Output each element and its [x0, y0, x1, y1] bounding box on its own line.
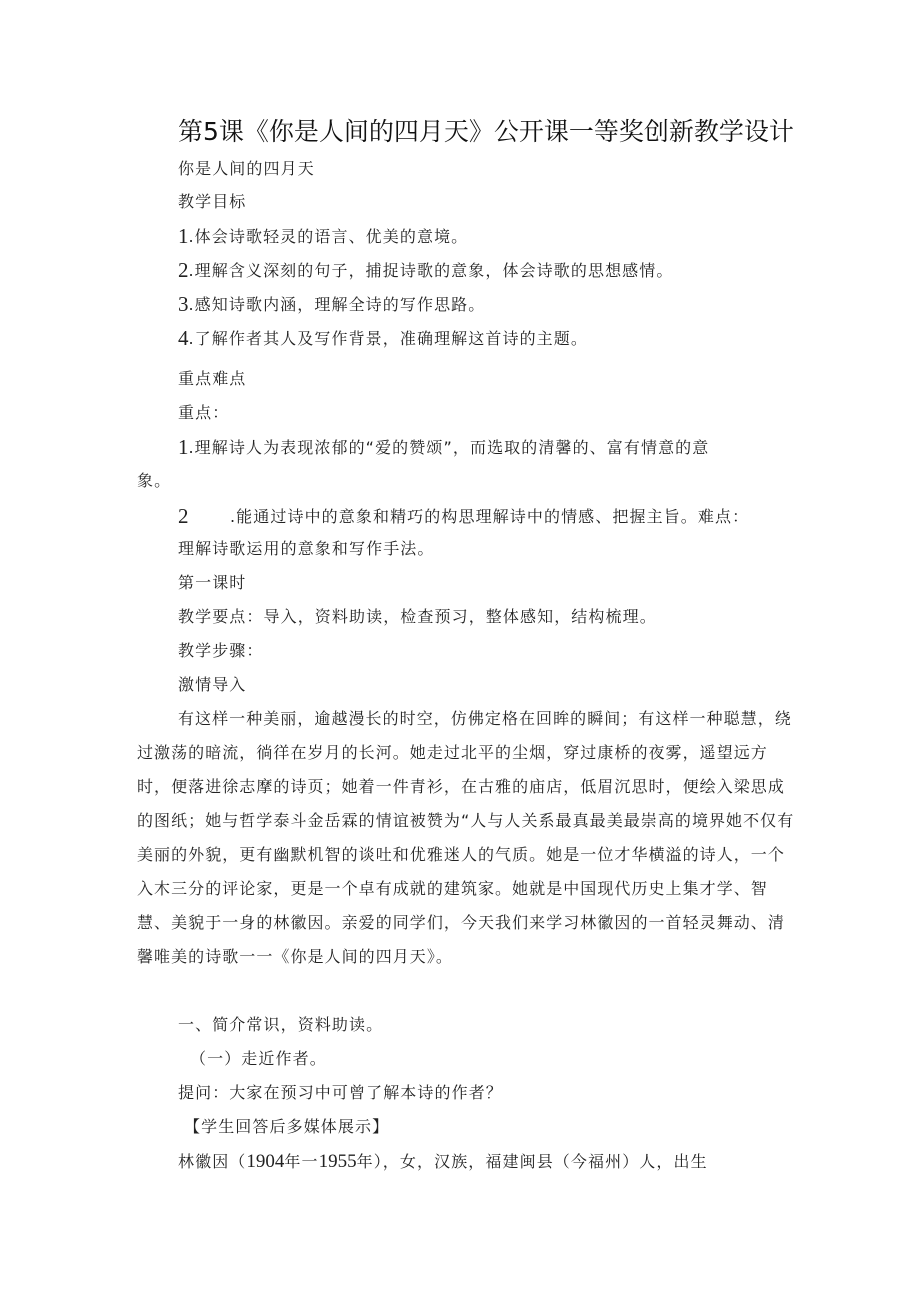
key-point-item — [178, 504, 749, 529]
key-point-number: 2 — [178, 504, 189, 528]
objective-number: 4 — [178, 326, 189, 350]
key-point-text: .能通过诗中的意象和精巧的构思理解诗中的情感、把握主旨。难点： — [230, 507, 750, 526]
document-title: 第5课《你是人间的四月天》公开课一等奖创新教学设计 — [178, 117, 794, 146]
objective-item — [178, 292, 485, 317]
intro-paragraph — [137, 702, 795, 974]
year-separator: 年一 — [284, 1152, 319, 1171]
key-point-text: .理解诗人为表现浓郁的“爱的赞颂”，而选取的清馨的、富有情意的意 — [188, 438, 710, 457]
birth-year: 1904 — [246, 1151, 285, 1172]
difficulty-text: 理解诗歌运用的意象和写作手法。 — [178, 539, 435, 558]
objective-item — [178, 326, 588, 351]
objective-text: .感知诗歌内涵，理解全诗的写作思路。 — [188, 295, 486, 314]
objective-text: .理解含义深刻的句子，捕捉诗歌的意象，体会诗歌的思想感情。 — [188, 261, 674, 280]
objective-text: .了解作者其人及写作背景，准确理解这首诗的主题。 — [188, 329, 588, 348]
section-heading: 一、简介常识，资料助读。 — [178, 1015, 384, 1034]
intro-paragraph-text: 有这样一种美丽，逾越漫长的时空，仿佛定格在回眸的瞬间；有这样一种聪慧，绕过激荡的暗流，徜徉在岁月的长河。她走过北平的尘烟，穿过康桥的夜雾，遥望远方时，便落进徐志摩的诗页；她着一件青衫，在古雅的庙店，低眉沉思时，便绘入梁思成的图纸；她与哲学泰斗金岳霖的情谊被赞为“人与人关系最真最美最崇高的境界她不仅有美丽的外貌，更有幽默机智的谈吐和优雅迷人的气质。她是一位才华横溢的诗人，一个入木三分的评论家，更是一个卓有成就的建筑家。她就是中国现代历史上集才学、智慧、美貌于一身的林徽因。亲爱的同学们，今天我们来学习林徽因的一首轻灵舞动、清馨唯美的诗歌一一《你是人间的四月天》。 — [137, 709, 795, 966]
teaching-points: 教学要点：导入，资料助读，检查预习，整体感知，结构梳理。 — [178, 607, 657, 626]
display-note: 【学生回答后多媒体展示】 — [184, 1117, 390, 1136]
key-point-continuation: 象。 — [137, 471, 172, 490]
key-point-number: 1 — [178, 435, 189, 459]
objective-number: 2 — [178, 258, 189, 282]
author-name-prefix: 林徽因（ — [178, 1152, 247, 1171]
author-details: 年），女，汉族，福建闽县（今福州）人，出生 — [356, 1152, 708, 1171]
key-point-item — [178, 435, 709, 460]
lesson-label: 第一课时 — [178, 573, 247, 592]
subsection-heading: （一）走近作者。 — [190, 1049, 327, 1068]
objective-text: .体会诗歌轻灵的语言、优美的意境。 — [188, 227, 469, 246]
death-year: 1955 — [318, 1151, 357, 1172]
author-intro-line — [178, 1150, 708, 1174]
steps-label: 教学步骤： — [178, 641, 264, 660]
objective-number: 3 — [178, 292, 189, 316]
key-label: 重点： — [178, 403, 230, 422]
poem-subtitle: 你是人间的四月天 — [178, 159, 315, 178]
objective-item — [178, 258, 674, 283]
question-text: 提问：大家在预习中可曾了解本诗的作者？ — [178, 1083, 503, 1102]
objective-number: 1 — [178, 224, 189, 248]
key-difficulty-heading: 重点难点 — [178, 369, 247, 388]
objectives-heading: 教学目标 — [178, 192, 247, 211]
intro-heading: 激情导入 — [178, 675, 247, 694]
objective-item — [178, 224, 468, 249]
